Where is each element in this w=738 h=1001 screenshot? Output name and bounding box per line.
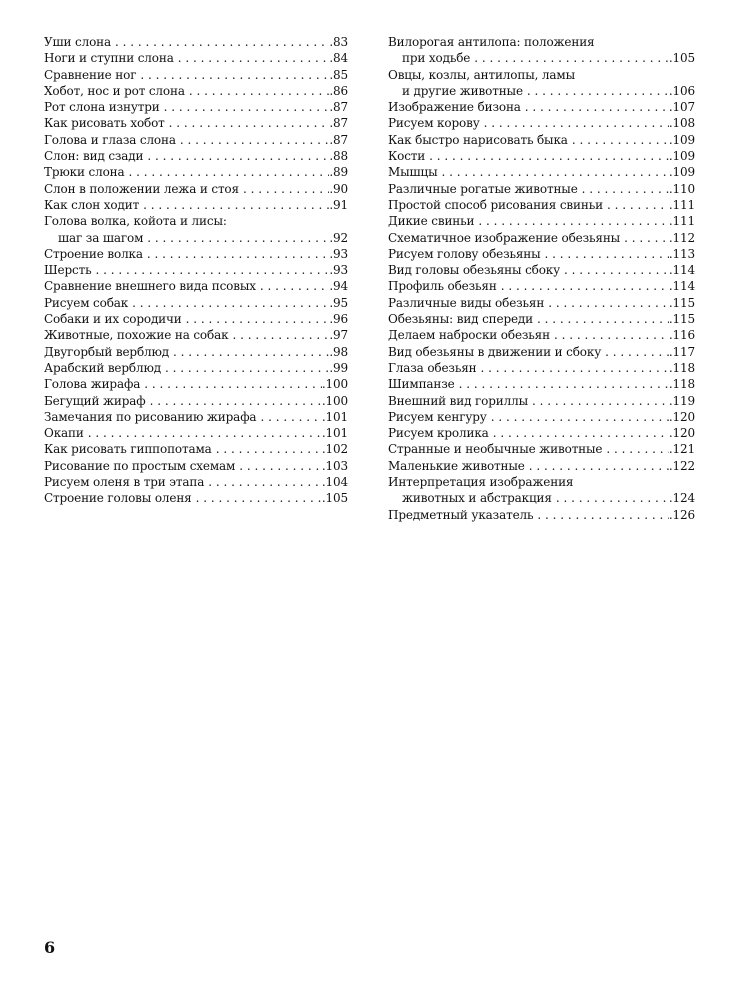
toc-entry-line [44,278,348,294]
toc-entry-title: Слон в положении лежа и стоя [44,181,239,196]
dot-leader [425,148,669,164]
toc-entry-line [44,295,348,311]
toc-entry-title: Простой способ рисования свиньи [388,197,603,212]
toc-entry-title: Слон: вид сзади [44,149,144,164]
toc-entry-page: .103 [321,458,348,473]
toc-entry [44,164,348,180]
toc-entry-page: .113 [668,246,695,261]
toc-entry-line [388,230,695,246]
toc-entry-page: .111 [668,197,695,212]
toc-entry [44,83,348,99]
toc-entry-title: Кости [388,149,426,164]
toc-entry-line [44,197,348,213]
toc-entry-title: Как рисовать гиппопотама [44,442,212,457]
toc-entry-line [388,115,695,131]
toc-entry-line [388,278,695,294]
toc-entry [388,425,695,441]
toc-entry-title: Трюки слона [44,165,125,180]
dot-leader [128,295,329,311]
toc-entry-page: .109 [668,165,695,180]
dot-leader [489,425,669,441]
toc-entry-page: .109 [668,149,695,164]
toc-entry-page: .87 [329,132,348,147]
toc-entry-page: .97 [329,328,348,343]
toc-entry-page: .126 [668,507,695,522]
toc-entry [44,34,348,50]
dot-leader [228,327,329,343]
toc-entry-title: Рисуем корову [388,116,480,131]
toc-entry-line [388,376,695,392]
dot-leader [601,344,669,360]
toc-entry [44,344,348,360]
toc-entry-page: .112 [668,230,695,245]
toc-entry-title: Ноги и ступни слона [44,51,174,66]
toc-entry-line [388,311,695,327]
toc-entry [44,409,348,425]
toc-entry-page: .114 [668,279,695,294]
dot-leader [541,246,669,262]
toc-entry [44,262,348,278]
toc-entry-page: .110 [668,181,695,196]
toc-entry-page: .89 [329,165,348,180]
toc-entry-line [388,360,695,376]
toc-entry-line [388,83,695,99]
toc-entry-title: Обезьяны: вид спереди [388,312,534,327]
toc-entry [388,507,695,523]
dot-leader [235,458,322,474]
toc-entry-line [44,83,348,99]
dot-leader [139,197,329,213]
toc-entry-line [388,490,695,506]
toc-entry-line [44,115,348,131]
toc-entry [44,99,348,115]
toc-entry [388,197,695,213]
toc-entry [388,132,695,148]
page-number: 6 [44,938,56,957]
toc-entry-page: .99 [329,360,348,375]
toc-entry [44,393,348,409]
toc-entry-line [388,474,695,490]
toc-entry-line [388,393,695,409]
dot-leader [212,441,322,457]
toc-entry-title: Шимпанзе [388,377,455,392]
toc-entry-title: Вид обезьяны в движении и сбоку [388,344,602,359]
toc-entry [388,246,695,262]
dot-leader [620,230,669,246]
toc-entry-line [388,246,695,262]
dot-leader [143,230,329,246]
toc-entry [388,148,695,164]
toc-entry-page: .91 [329,197,348,212]
toc-entry-page: .119 [668,393,695,408]
toc-entry-line [388,262,695,278]
toc-entry-page: .120 [668,426,695,441]
dot-leader [568,132,669,148]
toc-entry-title: Сравнение ног [44,67,137,82]
toc-entry [44,311,348,327]
toc-entry-page: .118 [668,360,695,375]
toc-entry [388,393,695,409]
dot-leader [256,278,330,294]
toc-entry-page: .100 [321,377,348,392]
toc-entry [44,278,348,294]
toc-entry-line [388,132,695,148]
toc-entry-page: .102 [321,442,348,457]
toc-entry-title: Различные виды обезьян [388,295,545,310]
toc-entry [44,213,348,246]
toc-entry-title: Вилорогая антилопа: положения [388,35,595,49]
toc-entry [388,344,695,360]
toc-entry-title: Голова жирафа [44,377,141,392]
toc-entry [44,197,348,213]
toc-entry-page: .100 [321,393,348,408]
toc-entry-line [388,458,695,474]
toc-entry-page: .114 [668,263,695,278]
toc-entry-title: Голова волка, койота и лисы: [44,214,227,229]
toc-entry-line [44,67,348,83]
toc-entry-line [388,344,695,360]
toc-entry [388,278,695,294]
toc-entry [388,295,695,311]
dot-leader [182,311,330,327]
toc-entry-line [44,262,348,278]
toc-entry-line [44,360,348,376]
toc-entry [388,474,695,507]
toc-entry [44,148,348,164]
toc-entry-line [44,164,348,180]
toc-entry-line [388,213,695,229]
toc-entry-line [44,393,348,409]
toc-entry-page: .84 [329,51,348,66]
dot-leader [146,393,322,409]
toc-entry-title: Глаза обезьян [388,360,477,375]
toc-entry-line [388,295,695,311]
toc-entry-title: животных и абстракция [402,491,552,506]
toc-entry-line [388,441,695,457]
toc-entry [44,327,348,343]
toc-entry [388,67,695,100]
dot-leader [169,344,329,360]
dot-leader [174,50,330,66]
dot-leader [521,99,669,115]
toc-entry-line [44,376,348,392]
toc-entry [388,181,695,197]
toc-entry [388,458,695,474]
toc-entry-title: шаг за шагом [58,230,144,245]
toc-entry-title: Мышцы [388,165,438,180]
toc-entry-title: Замечания по рисованию жирафа [44,409,257,424]
toc-entry-title: Сравнение внешнего вида псовых [44,279,256,294]
toc-entry-page: .109 [668,132,695,147]
toc-entry-line [388,327,695,343]
toc-entry-page: .93 [329,263,348,278]
dot-leader [497,278,669,294]
dot-leader [140,376,322,392]
toc-entry [388,409,695,425]
toc-entry [44,115,348,131]
toc-entry-page: .87 [329,116,348,131]
toc-entry-title: Внешний вид гориллы [388,393,528,408]
dot-leader [528,393,669,409]
toc-entry-line [388,507,695,523]
toc-entry-title: Как рисовать хобот [44,116,165,131]
toc-entry [44,360,348,376]
toc-entry-title: Шерсть [44,263,92,278]
toc-entry-line [388,409,695,425]
dot-leader [256,409,321,425]
toc-entry-line [44,327,348,343]
dot-leader [603,197,669,213]
toc-entry [388,360,695,376]
toc-entry-title: Хобот, нос и рот слона [44,83,185,98]
toc-entry-line [44,246,348,262]
toc-entry-line [44,311,348,327]
toc-entry-page: .124 [668,491,695,506]
toc-entry-page: .108 [668,116,695,131]
toc-entry-title: Как слон ходит [44,197,140,212]
toc-entry [44,458,348,474]
dot-leader [160,99,330,115]
toc-entry-title: Уши слона [44,35,112,49]
toc-entry-page: .116 [668,328,695,343]
toc-entry-line [44,490,348,506]
toc-entry [388,311,695,327]
dot-leader [185,83,330,99]
toc-entry-title: Овцы, козлы, антилопы, ламы [388,67,575,82]
dot-leader [533,507,668,523]
toc-entry [44,376,348,392]
dot-leader [176,132,330,148]
toc-entry-line [388,50,695,66]
toc-entry-line [44,181,348,197]
toc-entry [388,213,695,229]
dot-leader [578,181,669,197]
toc-entry [388,262,695,278]
toc-entry [44,490,348,506]
dot-leader [533,311,669,327]
toc-entry-title: Делаем наброски обезьян [388,328,550,343]
dot-leader [136,67,329,83]
dot-leader [602,441,668,457]
toc-entry-title: Рисуем оленя в три этапа [44,475,205,490]
toc-entry-line [388,425,695,441]
toc-entry-page: .105 [321,491,348,506]
dot-leader [165,115,330,131]
toc-entry-title: Голова и глаза слона [44,132,176,147]
toc-entry-title: Окапи [44,426,84,441]
toc-entry-title: Рисуем кролика [388,426,489,441]
toc-entry [388,164,695,180]
toc-entry-page: .83 [329,35,348,49]
toc-entry [44,67,348,83]
dot-leader [125,164,330,180]
toc-entry-line [388,67,695,83]
toc-entry-page: .88 [329,149,348,164]
dot-leader [523,83,669,99]
toc-entry-page: .115 [668,295,695,310]
toc-entry-title: Различные рогатые животные [388,181,578,196]
toc-entry-page: .107 [668,100,695,115]
toc-entry-page: .96 [329,312,348,327]
toc-column-right [388,34,695,523]
toc-entry [388,376,695,392]
toc-entry [44,295,348,311]
toc-entry-page: .85 [329,67,348,82]
toc-entry-page: .117 [668,344,695,359]
toc-entry-title: Схематичное изображение обезьяны [388,230,621,245]
toc-entry-page: .87 [329,100,348,115]
dot-leader [84,425,322,441]
toc-entry-line [44,213,348,229]
toc-column-left [44,34,348,507]
toc-entry [44,425,348,441]
toc-entry [44,132,348,148]
toc-entry-page: .120 [668,409,695,424]
toc-entry-title: Двугорбый верблюд [44,344,170,359]
toc-entry-line [44,230,348,246]
toc-entry-line [44,409,348,425]
dot-leader [91,262,329,278]
toc-entry-title: Строение головы оленя [44,491,192,506]
toc-entry-title: и другие животные [402,83,523,98]
toc-entry-line [44,441,348,457]
toc-entry-title: Профиль обезьян [388,279,497,294]
toc-entry-line [388,34,695,50]
toc-entry-title: Интерпретация изображения [388,475,574,490]
toc-entry-line [44,474,348,490]
dot-leader [487,409,669,425]
toc-entry-title: Дикие свиньи [388,214,475,229]
toc-entry-page: .101 [321,409,348,424]
toc-entry-title: Как быстро нарисовать быка [388,132,568,147]
toc-entry-title: Бегущий жираф [44,393,146,408]
dot-leader [560,262,669,278]
toc-entry-title: Рот слона изнутри [44,100,160,115]
dot-leader [480,115,669,131]
toc-entry-line [44,148,348,164]
toc-entry-page: .118 [668,377,695,392]
toc-entry [388,115,695,131]
toc-entry-title: Рисуем голову обезьяны [388,246,541,261]
toc-entry-page: .92 [329,230,348,245]
dot-leader [525,458,669,474]
dot-leader [476,360,668,376]
toc-entry-title: Рисуем кенгуру [388,409,487,424]
toc-entry-title: Рисование по простым схемам [44,458,236,473]
toc-entry-page: .106 [668,83,695,98]
toc-entry [388,230,695,246]
toc-entry-page: .121 [668,442,695,457]
toc-entry-title: Рисуем собак [44,295,129,310]
toc-entry-page: .90 [329,181,348,196]
toc-entry-page: .115 [668,312,695,327]
dot-leader [474,213,669,229]
toc-entry-title: Вид головы обезьяны сбоку [388,263,561,278]
toc-entry-title: Животные, похожие на собак [44,328,229,343]
toc-entry-title: Маленькие животные [388,458,525,473]
toc-entry-title: Изображение бизона [388,100,521,115]
toc-entry-page: .95 [329,295,348,310]
toc-entry-page: .105 [668,51,695,66]
toc-entry-page: .94 [329,279,348,294]
toc-entry-line [44,425,348,441]
toc-entry-title: Предметный указатель [388,507,534,522]
toc-entry-line [44,344,348,360]
toc-entry-line [388,197,695,213]
toc-entry-page: .98 [329,344,348,359]
toc-entry-page: .101 [321,426,348,441]
toc-entry [44,441,348,457]
dot-leader [143,246,329,262]
dot-leader [161,360,329,376]
toc-entry [388,441,695,457]
dot-leader [552,490,669,506]
toc-entry-line [388,164,695,180]
toc-entry [44,181,348,197]
toc-entry-title: Собаки и их сородичи [44,312,182,327]
toc-entry-line [44,34,348,50]
dot-leader [470,50,669,66]
toc-entry-page: .93 [329,246,348,261]
toc-entry [388,99,695,115]
toc-entry [388,327,695,343]
toc-entry-title: Странные и необычные животные [388,442,603,457]
dot-leader [192,490,322,506]
dot-leader [204,474,322,490]
toc-entry [44,246,348,262]
dot-leader [544,295,669,311]
toc-entry-line [388,181,695,197]
toc-entry-line [388,99,695,115]
toc-entry-page: .122 [668,458,695,473]
toc-entry [44,50,348,66]
dot-leader [239,181,329,197]
toc-entry [44,474,348,490]
dot-leader [143,148,329,164]
toc-entry-page: .86 [329,83,348,98]
toc-entry-line [44,50,348,66]
toc-entry-line [44,132,348,148]
toc-entry-page: .104 [321,475,348,490]
toc-entry-title: при ходьбе [402,51,471,66]
toc-entry-line [388,148,695,164]
toc-entry-line [44,99,348,115]
dot-leader [438,164,669,180]
toc-entry-page: .111 [668,214,695,229]
dot-leader [550,327,669,343]
toc-entry-title: Арабский верблюд [44,360,162,375]
toc-entry-title: Строение волка [44,246,143,261]
toc-entry-line [44,458,348,474]
toc-entry [388,34,695,67]
dot-leader [111,34,329,50]
dot-leader [455,376,669,392]
